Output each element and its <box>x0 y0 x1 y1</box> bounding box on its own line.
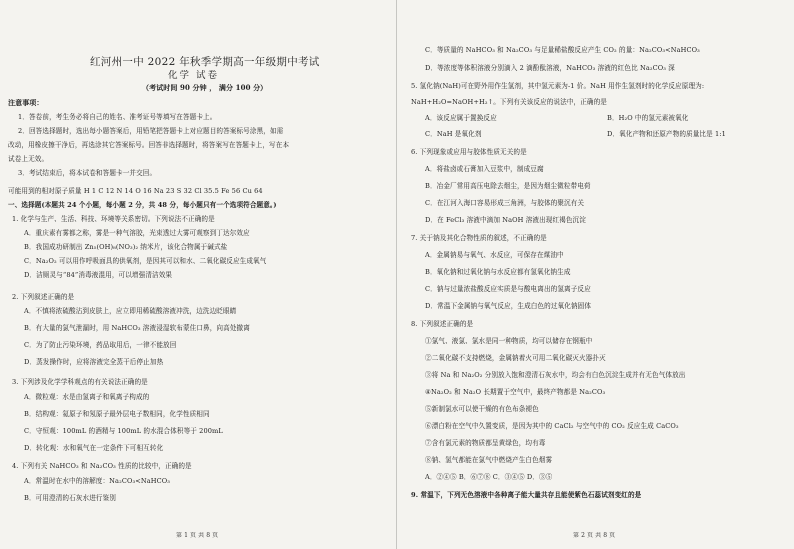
question-7-stem: 7. 关于钠及其化合物性质的叙述，不正确的是 <box>411 234 547 242</box>
q2-option-b: B．有大量的氯气泄漏时，用 NaHCO₃ 溶液浸湿软布蒙住口鼻，向高处撤离 <box>24 324 250 332</box>
q2-option-c: C．为了防止污染环境，药品取用后，一律不能放回 <box>24 341 177 349</box>
exam-title: 红河州一中 2022 年秋季学期高一年级期中考试 <box>90 56 320 68</box>
note-3: 3．考试结束后，将本试卷和答题卡一并交回。 <box>18 169 157 177</box>
q7-option-d: D．常温下金属钠与氧气反应，生成白色的过氧化钠固体 <box>425 302 592 310</box>
notes-heading: 注意事项： <box>8 99 44 107</box>
q1-option-a: A．重庆素有雾都之称，雾是一种气溶胶，光束透过大雾可观察到丁达尔效应 <box>24 229 250 237</box>
q3-option-d: D．转化观：水和氧气在一定条件下可相互转化 <box>24 444 164 452</box>
q7-option-c: C．钠与过量浓盐酸反应实质是与酸电离出的氢离子反应 <box>425 285 591 293</box>
q8-statement-7: ⑦含有氯元素的物质都呈黄绿色，均有毒 <box>425 439 546 447</box>
exam-info: （考试时间 90 分钟 ， 满分 100 分） <box>142 84 268 92</box>
q3-option-b: B．结构观：氦原子和氖原子最外层电子数相同，化学性质相同 <box>24 410 210 418</box>
q5-option-c: C．NaH 是氧化剂 <box>425 130 482 138</box>
q8-statement-5: ⑤新制氯水可以使干燥的有色布条褪色 <box>425 405 539 413</box>
q1-option-c: C．Na₂O₂ 可以用作呼吸面具的供氧剂，是因其可以和水、二氧化碳反应生成氧气 <box>24 257 267 265</box>
question-8-stem: 8. 下列叙述正确的是 <box>411 320 474 328</box>
page-footer-1: 第 1 页 共 8 页 <box>176 532 219 539</box>
note-2-cont: 改动，用橡皮擦干净后，再选涂其它答案标号。回答非选择题时，将答案写在答题卡上，写在本 <box>8 141 290 149</box>
q1-option-b: B．我国成功研制出 Zn₅(OH)₈(NO₃)₂ 纳米片，该化合物属于碱式盐 <box>24 243 228 251</box>
q6-option-b: B．冶金厂常用高压电除去烟尘，是因为烟尘微粒带电荷 <box>425 182 591 190</box>
page-2 <box>397 0 794 549</box>
q5-option-a: A．该反应属于置换反应 <box>425 114 497 122</box>
question-9-stem: 9. 常温下，下列无色溶液中各种离子能大量共存且能使紫色石蕊试剂变红的是 <box>411 491 642 499</box>
note-2-end: 试卷上无效。 <box>8 155 49 163</box>
exam-subtitle: 化学 试卷 <box>168 70 220 81</box>
question-5-stem-cont: NaH+H₂O=NaOH+H₂↑。下列有关该反应的说法中，正确的是 <box>411 98 607 106</box>
note-2: 2．回答选择题时，选出每小题答案后，用铅笔把答题卡上对应题目的答案标号涂黑，如需 <box>18 127 284 135</box>
q6-option-d: D．在 FeCl₃ 溶液中滴加 NaOH 溶液出现红褐色沉淀 <box>425 216 586 224</box>
q8-statement-8: ⑧钠、氢气都能在氯气中燃烧产生白色烟雾 <box>425 456 553 464</box>
q2-option-a: A．不慎将浓硫酸沾到皮肤上，应立即用稀硫酸溶液冲洗，边洗边眨眼睛 <box>24 307 237 315</box>
q7-option-b: B．氧化钠和过氧化钠与水反应都有氢氧化钠生成 <box>425 268 571 276</box>
question-6-stem: 6. 下列现象或应用与胶体性质无关的是 <box>411 148 527 156</box>
q5-option-d: D．氧化产物和还原产物的质量比是 1:1 <box>607 130 726 138</box>
q1-option-d: D．洁厕灵与“84”消毒液混用，可以增强清洁效果 <box>24 271 173 279</box>
q5-option-b: B．H₂O 中的氢元素被氧化 <box>607 114 689 122</box>
q4-option-c: C．等质量的 NaHCO₃ 和 Na₂CO₃ 与足量稀盐酸反应产生 CO₂ 的量：Na₂CO₃<NaHCO₃ <box>425 46 700 54</box>
page-footer-2: 第 2 页 共 8 页 <box>573 532 616 539</box>
q8-answer-choices: A．②④⑤ B．⑥⑦⑧ C．③④⑤ D．③⑤ <box>425 473 553 481</box>
q8-statement-4: ④Na₂O₂ 和 Na₂O 长期置于空气中，最终产物都是 Na₂CO₃ <box>425 388 606 396</box>
section-heading: 一、选择题(本题共 24 个小题，每小题 2 分，共 48 分，每小题只有一个选项符合题意。) <box>8 201 277 209</box>
q4-option-b: B．可用澄清的石灰水进行鉴别 <box>24 494 116 502</box>
note-1: 1．答卷前，考生务必将自己的姓名、准考证号等填写在答题卡上。 <box>18 113 217 121</box>
question-2-stem: 2. 下列叙述正确的是 <box>12 293 75 301</box>
question-5-stem: 5. 氢化钠(NaH)可在野外用作生氢剂，其中氢元素为-1 价。NaH 用作生氢剂时的化学反应原理为: <box>411 82 705 90</box>
q3-option-c: C．守恒观：100mL 的酒精与 100mL 的水混合体积等于 200mL <box>24 427 223 435</box>
atomic-mass-line: 可能用到的相对原子质量 H 1 C 12 N 14 O 16 Na 23 S 32 Cl 35.5 Fe 56 Cu 64 <box>8 187 263 195</box>
q8-statement-3: ③将 Na 和 Na₂O₂ 分别放入饱和澄清石灰水中，均会有白色沉淀生成并有无色气体放出 <box>425 371 686 379</box>
q8-statement-2: ②二氧化碳不支持燃烧，金属钠着火可用二氧化碳灭火器扑灭 <box>425 354 606 362</box>
q8-statement-1: ①氯气、液氯、氯水是同一种物质，均可以储存在钢瓶中 <box>425 337 593 345</box>
q3-option-a: A．微粒观：水是由氢离子和氧离子构成的 <box>24 393 150 401</box>
question-1-stem: 1. 化学与生产、生活、科技、环境等关系密切。下列说法不正确的是 <box>12 215 215 223</box>
q2-option-d: D．蒸发操作时，应将溶液完全蒸干后停止加热 <box>24 358 164 366</box>
q4-option-d: D．等浓度等体积溶液分别滴入 2 滴酚酞溶液，NaHCO₃ 溶液的红色比 Na₂CO₃ 深 <box>425 64 675 72</box>
question-3-stem: 3. 下列涉及化学学科观点的有关说法正确的是 <box>12 378 148 386</box>
q6-option-c: C．在江河入海口容易形成三角洲，与胶体的聚沉有关 <box>425 199 585 207</box>
q6-option-a: A．将盐卤或石膏加入豆浆中，制成豆腐 <box>425 165 544 173</box>
q8-statement-6: ⑥漂白粉在空气中久置变质，是因为其中的 CaCl₂ 与空气中的 CO₂ 反应生成 CaCO₃ <box>425 422 679 430</box>
q7-option-a: A．金属钠易与氧气、水反应，可保存在煤油中 <box>425 251 564 259</box>
q4-option-a: A．常温时在水中的溶解度：Na₂CO₃<NaHCO₃ <box>24 477 170 485</box>
question-4-stem: 4. 下列有关 NaHCO₃ 和 Na₂CO₃ 性质的比较中，正确的是 <box>12 462 192 470</box>
